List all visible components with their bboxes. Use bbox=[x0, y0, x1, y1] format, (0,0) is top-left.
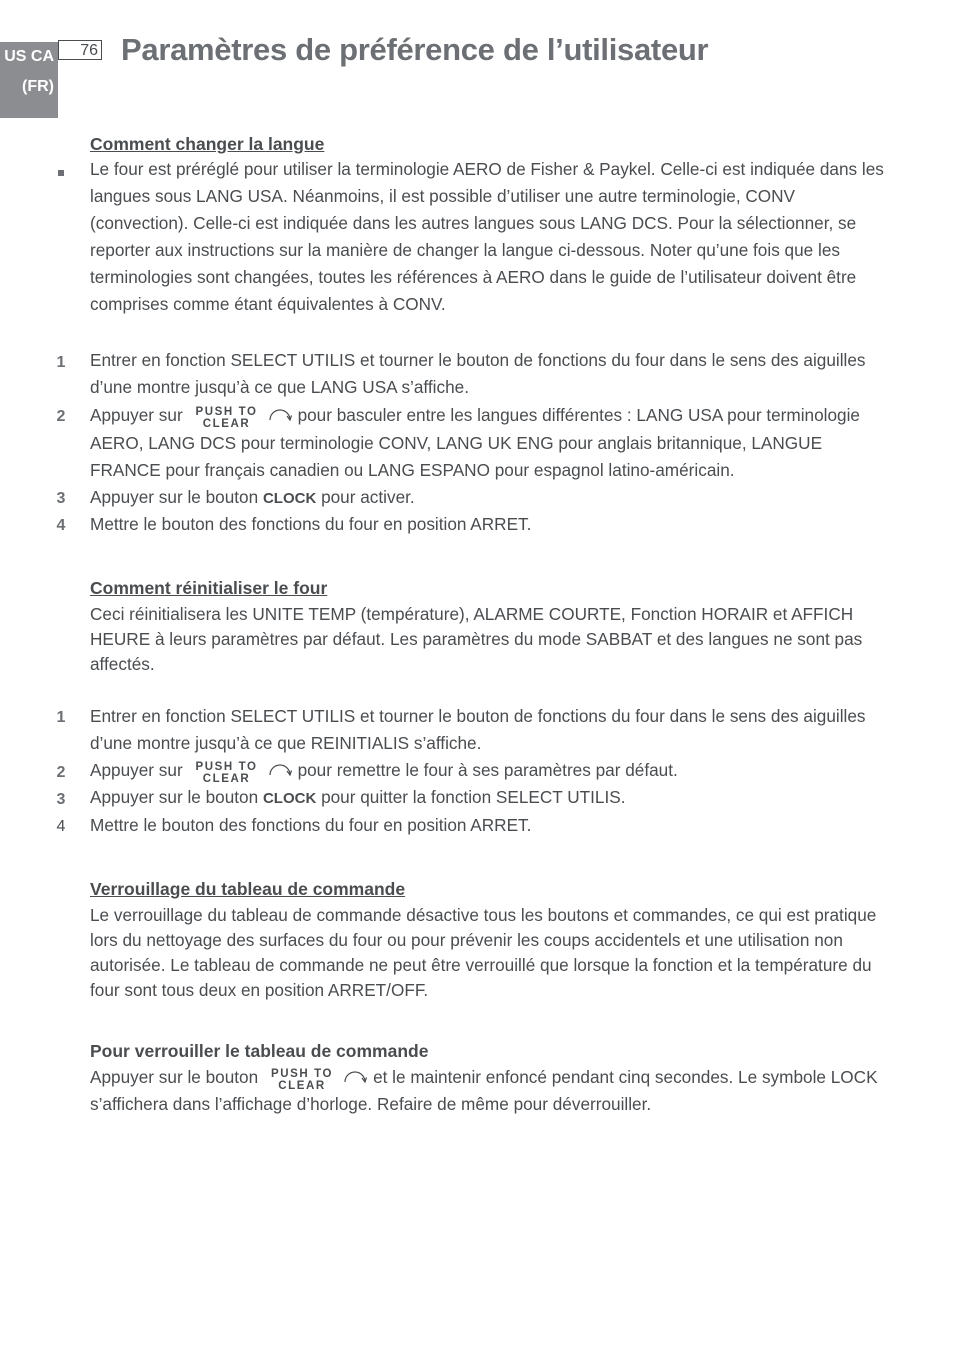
clock-button-label: CLOCK bbox=[262, 790, 317, 807]
reset-heading: Comment réinitialiser le four bbox=[90, 578, 328, 598]
lock-text-post: et le maintenir enfoncé pendant cinq secondes. Le symbole LOCK s’affichera dans l’affichage d’horloge. Refaire de même pour déverrouiller. bbox=[90, 1067, 878, 1114]
push-to-clear-button-icon: PUSH TO CLEAR bbox=[195, 406, 258, 430]
lock-text-pre: Appuyer sur le bouton bbox=[90, 1067, 259, 1087]
region-label: US CA bbox=[4, 48, 54, 65]
push-to-clear-button-icon: PUSH TO CLEAR bbox=[195, 761, 258, 785]
step-number: 3 bbox=[56, 490, 66, 507]
step-number: 3 bbox=[56, 791, 66, 808]
language-intro: Le four est préréglé pour utiliser la terminologie AERO de Fisher & Paykel. Celle-ci est indiquée dans les langues sous LANG USA. Néanmoins, il est possible d’utiliser une autre terminologie, CONV (convection). Celle-ci est indiquée dans les autres langues sous LANG DCS. Pour la sélectionner, se reporter aux instructions sur la manière de changer la langue ci-dessous. Noter qu’une fois que les terminologies sont changées, toutes les références à AERO dans le guide de l’utilisateur doivent être comprises comme étant équivalentes à CONV. bbox=[90, 159, 884, 314]
reset-intro: Ceci réinitialisera les UNITE TEMP (température), ALARME COURTE, Fonction HORAIR et AFFICH HEURE à leurs paramètres par défaut. Les paramètres du mode SABBAT et des langues ne sont pas affectés. bbox=[90, 604, 863, 674]
reset-step-2 bbox=[90, 757, 895, 785]
reset-step-3 bbox=[90, 784, 895, 812]
region-language: (FR) bbox=[22, 78, 54, 95]
step-number: 2 bbox=[56, 764, 66, 781]
lock-how-text bbox=[90, 1065, 895, 1117]
lock-how-heading: Pour verrouiller le tableau de commande bbox=[90, 1041, 429, 1061]
region-tab bbox=[0, 42, 58, 118]
step-text-post: pour basculer entre les langues différentes : LANG USA pour terminologie AERO, LANG DCS pour terminologie CONV, LANG UK ENG pour anglais britannique, LANGUE FRANCE pour français canadien ou LANG ESPANO pour espagnol latino-américain. bbox=[90, 405, 860, 480]
language-step-1: Entrer en fonction SELECT UTILIS et tourner le bouton de fonctions du four dans le sens des aiguilles d’une montre jusqu’à ce que LANG USA s’affiche. bbox=[90, 350, 866, 397]
language-heading: Comment changer la langue bbox=[90, 134, 325, 154]
reset-step-1: Entrer en fonction SELECT UTILIS et tourner le bouton de fonctions du four dans le sens des aiguilles d’une montre jusqu’à ce que REINITIALIS s’affiche. bbox=[90, 706, 866, 753]
page-title: Paramètres de préférence de l’utilisateur bbox=[121, 32, 709, 67]
arc-arrow-icon bbox=[343, 1069, 367, 1083]
step-text-pre: Appuyer sur bbox=[90, 760, 183, 780]
step-text-post: pour quitter la fonction SELECT UTILIS. bbox=[321, 787, 626, 807]
step-text-post: pour activer. bbox=[321, 487, 415, 507]
lock-heading: Verrouillage du tableau de commande bbox=[90, 879, 406, 899]
step-number: 4 bbox=[56, 517, 66, 534]
arc-arrow-icon bbox=[268, 407, 292, 421]
step-number: 2 bbox=[56, 408, 66, 425]
clock-button-label: CLOCK bbox=[262, 490, 317, 507]
language-step-4: Mettre le bouton des fonctions du four en position ARRET. bbox=[90, 514, 532, 534]
step-text-pre: Appuyer sur le bouton bbox=[90, 487, 259, 507]
step-number: 1 bbox=[56, 709, 66, 726]
lock-text: Le verrouillage du tableau de commande désactive tous les boutons et commandes, ce qui est pratique lors du nettoyage des surfaces du four ou pour prévenir les coups accidentels et une utilisation non autorisée. Le tableau de commande ne peut être verrouillé que lorsque la fonction et la température du four sont tous deux en position ARRET/OFF. bbox=[90, 905, 877, 1000]
step-text-post: pour remettre le four à ses paramètres par défaut. bbox=[297, 760, 678, 780]
page-number: 76 bbox=[58, 40, 102, 60]
step-number: 1 bbox=[56, 354, 66, 371]
arc-arrow-icon bbox=[268, 762, 292, 776]
step-number: 4 bbox=[56, 818, 66, 835]
language-step-2 bbox=[90, 402, 895, 484]
step-text-pre: Appuyer sur le bouton bbox=[90, 787, 259, 807]
reset-step-4: Mettre le bouton des fonctions du four en position ARRET. bbox=[90, 815, 532, 835]
step-text-pre: Appuyer sur bbox=[90, 405, 183, 425]
language-step-3 bbox=[90, 484, 895, 512]
push-to-clear-button-icon: PUSH TO CLEAR bbox=[270, 1068, 334, 1092]
bullet-icon bbox=[58, 170, 64, 176]
